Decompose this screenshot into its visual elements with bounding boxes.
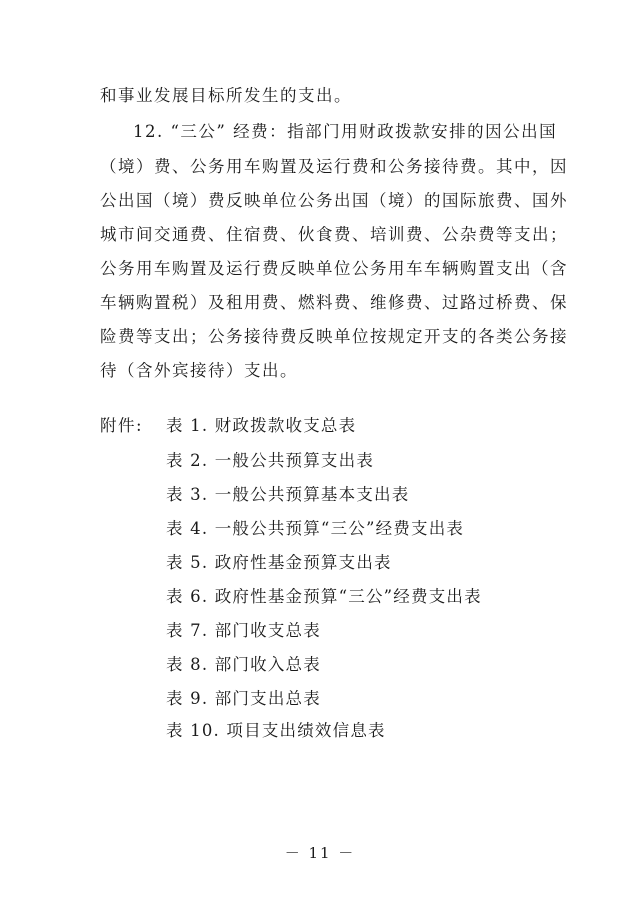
body-line-3: （境）费、公务用车购置及运行费和公务接待费。其中，因: [100, 157, 568, 176]
body-line-8: 险费等支出；公务接待费反映单位按规定开支的各类公务接: [100, 327, 568, 346]
body-line-2: 12. “三公” 经费：指部门用财政拨款安排的因公出国: [133, 122, 558, 141]
attachment-item-4: 表 4. 一般公共预算“三公”经费支出表: [166, 519, 465, 538]
attachment-item-9: 表 9. 部门支出总表: [166, 689, 321, 708]
body-line-1: 和事业发展目标所发生的支出。: [100, 86, 352, 105]
attachment-item-6: 表 6. 政府性基金预算“三公”经费支出表: [166, 587, 482, 606]
body-line-7: 车辆购置税）及租用费、燃料费、维修费、过路过桥费、保: [100, 293, 568, 312]
body-line-6: 公务用车购置及运行费反映单位公务用车车辆购置支出（含: [100, 259, 568, 278]
attachment-item-2: 表 2. 一般公共预算支出表: [166, 451, 375, 470]
attachment-item-10: 表 10. 项目支出绩效信息表: [166, 721, 386, 740]
attachment-item-5: 表 5. 政府性基金预算支出表: [166, 553, 392, 572]
attachment-item-7: 表 7. 部门收支总表: [166, 621, 321, 640]
page-number: － 11 －: [284, 844, 356, 862]
attachments-label: 附件:: [100, 416, 144, 435]
body-line-5: 城市间交通费、住宿费、伙食费、培训费、公杂费等支出；: [100, 225, 568, 244]
attachment-item-1: 表 1. 财政拨款收支总表: [166, 416, 357, 435]
attachment-item-8: 表 8. 部门收入总表: [166, 655, 321, 674]
body-line-9: 待（含外宾接待）支出。: [100, 361, 298, 380]
body-line-4: 公出国（境）费反映单位公务出国（境）的国际旅费、国外: [100, 191, 568, 210]
attachment-item-3: 表 3. 一般公共预算基本支出表: [166, 485, 410, 504]
